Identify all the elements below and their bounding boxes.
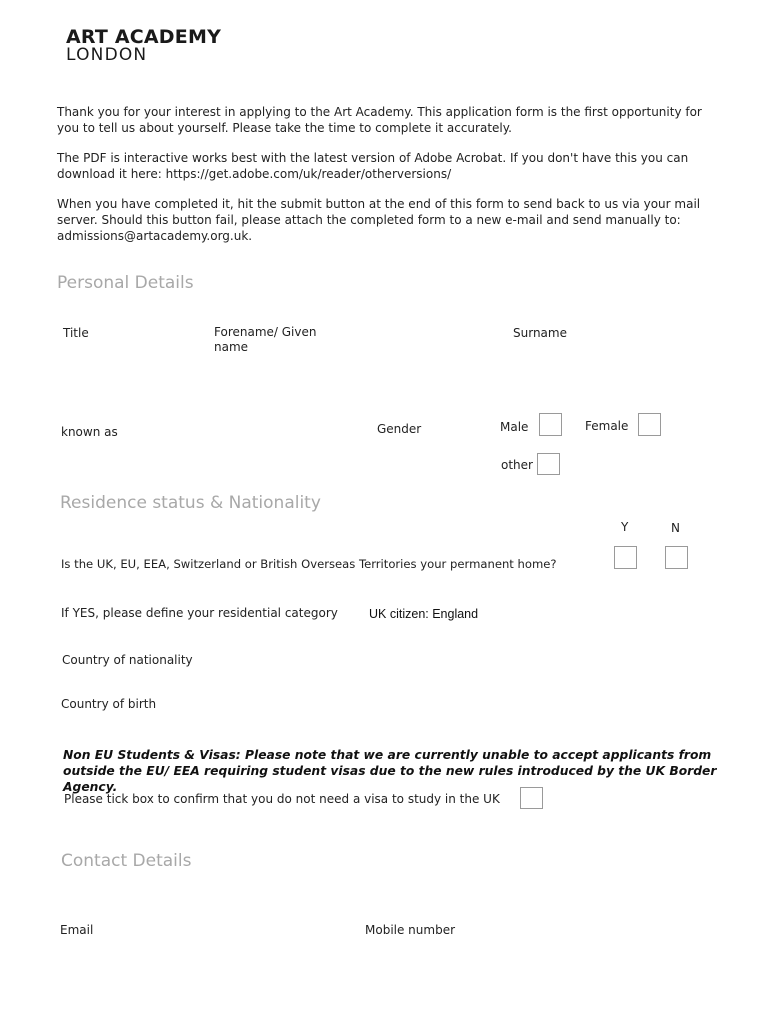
intro-paragraph-2: The PDF is interactive works best with the latest version of Adobe Acrobat. If you don't have this you can download it here: https://get.adobe.com/uk/reader/otherversions/ bbox=[57, 151, 689, 181]
surname-label: Surname bbox=[513, 326, 567, 340]
email-label: Email bbox=[60, 923, 94, 937]
intro-paragraph-1: Thank you for your interest in applying to the Art Academy. This application form is the first opportunity for you to tell us about yourself. Please take the time to complete it accurately. bbox=[57, 105, 702, 135]
male-checkbox[interactable] bbox=[539, 413, 562, 436]
title-label: Title bbox=[63, 326, 89, 340]
permanent-home-yes-checkbox[interactable] bbox=[614, 546, 637, 569]
no-column-label: N bbox=[671, 521, 680, 535]
visa-note: Non EU Students & Visas: Please note that we are currently unable to accept applicants from outside the EU/ EEA requiring student visas due to the new rules introduced by the UK Border Agency. bbox=[63, 748, 717, 794]
residential-category-field[interactable]: UK citizen: England bbox=[369, 607, 479, 621]
birth-country-label: Country of birth bbox=[61, 697, 157, 711]
permanent-home-question: Is the UK, EU, EEA, Switzerland or British Overseas Territories your permanent home? bbox=[61, 557, 557, 571]
male-label: Male bbox=[500, 420, 529, 434]
forename-label: Forename/ Given name bbox=[214, 325, 317, 354]
residence-heading: Residence status & Nationality bbox=[60, 493, 321, 513]
intro-paragraph-3: When you have completed it, hit the submit button at the end of this form to send back to us via your mail server. Should this button fail, please attach the completed form to a new e-mail and send manually to: admissions@artacademy.org.uk. bbox=[57, 197, 701, 243]
logo-line-2: LONDON bbox=[66, 45, 148, 65]
other-checkbox[interactable] bbox=[537, 453, 560, 475]
gender-label: Gender bbox=[377, 422, 422, 436]
known-as-label: known as bbox=[61, 425, 118, 439]
nationality-label: Country of nationality bbox=[62, 653, 193, 667]
visa-confirm-label: Please tick box to confirm that you do not need a visa to study in the UK bbox=[64, 792, 500, 806]
other-label: other bbox=[501, 458, 533, 472]
mobile-number-label: Mobile number bbox=[365, 923, 456, 937]
permanent-home-no-checkbox[interactable] bbox=[665, 546, 688, 569]
personal-details-heading: Personal Details bbox=[57, 273, 194, 293]
female-label: Female bbox=[585, 419, 629, 433]
female-checkbox[interactable] bbox=[638, 413, 661, 436]
yes-column-label: Y bbox=[621, 520, 629, 534]
contact-details-heading: Contact Details bbox=[61, 851, 192, 871]
residential-category-label: If YES, please define your residential category bbox=[61, 606, 338, 620]
visa-confirm-checkbox[interactable] bbox=[520, 787, 543, 809]
logo-line-1: ART ACADEMY bbox=[66, 26, 222, 48]
